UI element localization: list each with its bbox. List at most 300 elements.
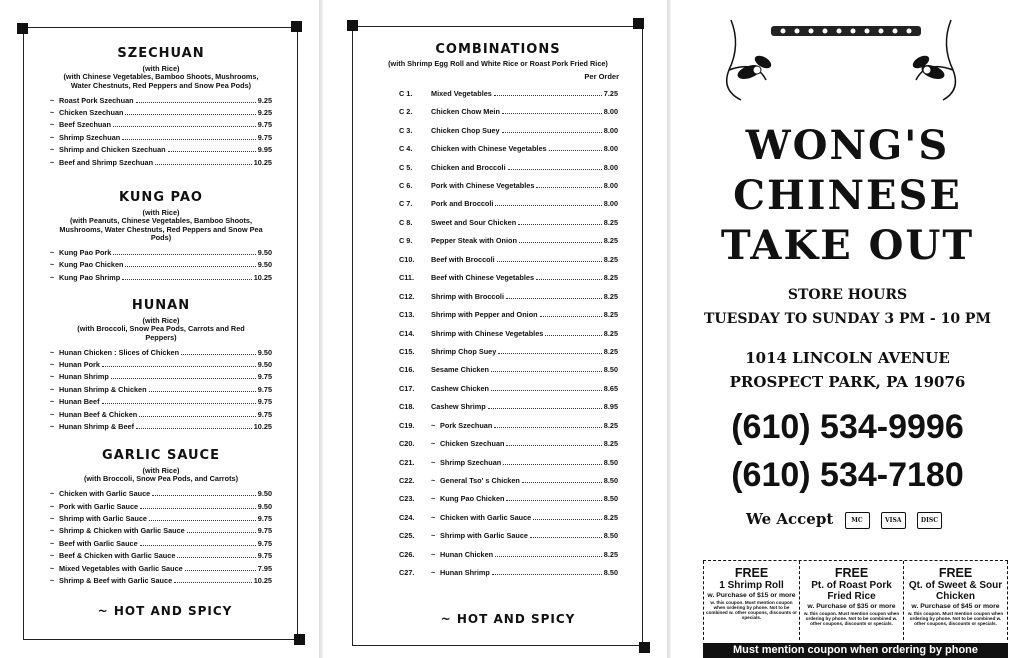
menu-item-row	[50, 92, 272, 104]
menu-item-price: 9.75	[257, 513, 272, 523]
combination-name: Sweet and Sour Chicken	[431, 217, 517, 227]
coupon-item: Qt. of Sweet & Sour Chicken	[908, 580, 1003, 602]
menu-item-price: 9.50	[257, 260, 272, 270]
menu-item-row	[50, 523, 272, 535]
spicy-icon: ~	[431, 549, 436, 559]
combination-code: C16.	[399, 365, 415, 375]
dot-leader	[495, 556, 602, 557]
dot-leader	[149, 520, 256, 521]
menu-item-row	[50, 117, 272, 129]
menu-item-price: 9.75	[257, 397, 272, 407]
combination-code: C23.	[399, 494, 415, 504]
coupon-fine-print: w. this coupon. Must mention coupon when ordering by phone. Not to be combined w. other coupons, discounts or specials.	[706, 600, 797, 620]
menu-item-name: Hunan Pork	[59, 360, 100, 369]
combination-price: 8.50	[603, 494, 618, 504]
spicy-icon: ~	[50, 491, 55, 499]
combination-row	[399, 282, 618, 300]
menu-item-name: Beef & Chicken with Garlic Sauce	[59, 551, 176, 561]
dot-leader	[187, 532, 256, 533]
menu-item-row	[50, 142, 272, 154]
restaurant-name-line1: WONG'S	[745, 122, 950, 169]
menu-item-name: Hunan Chicken : Slices of Chicken	[59, 347, 180, 357]
spicy-icon: ~	[431, 494, 436, 504]
combinations-section	[369, 42, 627, 577]
coupon-purchase: w. Purchase of $15 or more	[707, 592, 796, 599]
dot-leader	[519, 242, 602, 243]
menu-item-price: 10.25	[253, 421, 272, 431]
combination-price: 8.25	[603, 273, 618, 283]
coupon-purchase: w. Purchase of $45 or more	[911, 603, 1000, 610]
menu-item-price: 9.95	[257, 145, 272, 155]
coupon-purchase: w. Purchase of $35 or more	[807, 603, 896, 610]
coupon-free-label: FREE	[834, 566, 869, 580]
spicy-icon: ~	[50, 159, 55, 167]
combination-name: Shrimp Chop Suey	[431, 346, 497, 356]
menu-item-row	[50, 535, 272, 547]
combination-row	[399, 411, 618, 429]
dot-leader	[502, 113, 602, 114]
address-line2: PROSPECT PARK, PA 19076	[729, 373, 966, 391]
spicy-icon: ~	[50, 122, 55, 130]
combination-price: 8.00	[603, 144, 618, 154]
menu-item-row	[50, 381, 272, 393]
item-list	[50, 344, 272, 431]
spicy-icon: ~	[50, 147, 55, 155]
combination-row	[399, 98, 618, 116]
spicy-icon: ~	[50, 411, 55, 419]
section-title: GARLIC SAUCE	[102, 448, 220, 463]
combination-code: C11.	[399, 273, 415, 283]
menu-item-row	[50, 105, 272, 117]
combination-name: Pork and Broccoli	[431, 199, 494, 209]
coupon-1[interactable]	[703, 561, 799, 640]
coupon-free-label: FREE	[734, 566, 769, 580]
dot-leader	[491, 371, 602, 372]
combination-name: Chicken with Chinese Vegetables	[431, 144, 547, 154]
spicy-icon: ~	[431, 568, 436, 578]
address-line1: 1014 LINCOLN AVENUE	[745, 349, 950, 367]
combination-code: C15.	[399, 346, 415, 356]
menu-item-row	[50, 486, 272, 498]
menu-item-row	[50, 394, 272, 406]
dot-leader	[545, 335, 601, 336]
combination-price: 8.25	[603, 346, 618, 356]
combination-row	[399, 264, 618, 282]
garlic-sauce-section	[50, 448, 272, 585]
szechuan-section	[50, 46, 272, 167]
menu-item-name: Hunan Beef	[59, 397, 100, 407]
menu-item-row	[50, 344, 272, 356]
combination-code: C 2.	[399, 107, 413, 117]
combination-row	[399, 540, 618, 558]
combination-row	[399, 522, 618, 540]
coupon-item: Pt. of Roast Pork Fried Rice	[811, 580, 892, 602]
dot-leader	[102, 403, 256, 404]
combination-row	[399, 153, 618, 171]
menu-item-name: Hunan Shrimp & Beef	[59, 421, 135, 431]
combination-name: Mixed Vegetables	[431, 88, 492, 98]
spicy-icon: ~	[50, 97, 55, 105]
dot-leader	[102, 366, 256, 367]
combination-price: 8.00	[603, 162, 618, 172]
coupon-item: 1 Shrimp Roll	[719, 580, 784, 591]
menu-item-row	[50, 369, 272, 381]
combination-name: Cashew Chicken	[431, 383, 489, 393]
dot-leader	[488, 408, 602, 409]
menu-item-name: Shrimp & Beef with Garlic Sauce	[59, 575, 173, 585]
menu-item-price: 9.75	[257, 132, 272, 142]
combination-price: 8.50	[603, 568, 618, 578]
coupon-banner-text: Must mention coupon when ordering by phone	[732, 644, 979, 656]
combination-name: Chicken and Broccoli	[431, 162, 506, 172]
frame-corner	[347, 20, 358, 31]
menu-item-row	[50, 419, 272, 431]
combination-row	[399, 485, 618, 503]
combination-name: Chicken Chow Mein	[431, 107, 500, 117]
combination-price: 8.25	[603, 291, 618, 301]
menu-item-row	[50, 548, 272, 560]
coupon-3[interactable]	[903, 561, 1008, 640]
menu-item-name: Shrimp & Chicken with Garlic Sauce	[59, 526, 185, 536]
combination-row	[399, 227, 618, 245]
menu-item-price: 9.25	[257, 95, 272, 105]
dot-leader	[168, 151, 256, 152]
dot-leader	[185, 570, 256, 571]
dot-leader	[506, 445, 601, 446]
frame-corner	[17, 23, 28, 34]
discover-icon: DISC	[917, 512, 942, 529]
menu-item-row	[50, 245, 272, 257]
restaurant-name-line3: TAKE OUT	[720, 222, 975, 269]
combination-code: C17.	[399, 383, 415, 393]
combination-code: C27.	[399, 568, 415, 578]
menu-item-name: Mixed Vegetables with Garlic Sauce	[59, 563, 183, 573]
menu-item-price: 9.75	[257, 384, 272, 394]
menu-item-price: 10.25	[253, 575, 272, 585]
dot-leader	[122, 139, 256, 140]
combination-price: 8.50	[603, 476, 618, 486]
menu-item-price: 9.50	[257, 501, 272, 511]
hot-label: HOT AND SPICY	[456, 612, 576, 626]
coupon-2[interactable]	[799, 561, 903, 640]
menu-item-row	[50, 498, 272, 510]
dot-leader	[492, 574, 602, 575]
dot-leader	[494, 95, 602, 96]
combination-row	[399, 448, 618, 466]
coupon-fine-print: w. this coupon. Must mention coupon when ordering by phone. Not to be combined w. other coupons, discounts or specials.	[907, 611, 1004, 626]
menu-item-row	[50, 154, 272, 166]
section-title: KUNG PAO	[119, 190, 203, 205]
combination-row	[399, 190, 618, 208]
combination-name: Chicken Chop Suey	[431, 125, 500, 135]
combination-name: Shrimp Szechuan	[440, 457, 502, 467]
combination-code: C 4.	[399, 144, 413, 154]
combination-price: 8.00	[603, 107, 618, 117]
spicy-icon: ~	[50, 423, 55, 431]
combination-name: Shrimp with Garlic Sauce	[440, 531, 528, 541]
combination-price: 8.00	[603, 181, 618, 191]
phone-number-1[interactable]: (610) 534-9996	[731, 408, 964, 446]
combination-name: Pepper Steak with Onion	[431, 236, 517, 246]
combination-name: Cashew Shrimp	[431, 402, 486, 412]
combination-code: C19.	[399, 420, 415, 430]
combination-row	[399, 319, 618, 337]
dot-leader	[503, 464, 602, 465]
combination-row	[399, 559, 618, 577]
spicy-icon: ~	[50, 250, 55, 258]
menu-item-name: Beef with Garlic Sauce	[59, 538, 138, 548]
dot-leader	[149, 391, 256, 392]
combination-row	[399, 338, 618, 356]
combination-code: C14.	[399, 328, 415, 338]
section-title: COMBINATIONS	[435, 42, 561, 57]
combination-price: 8.25	[603, 328, 618, 338]
combination-row	[399, 208, 618, 226]
dot-leader	[506, 500, 601, 501]
menu-item-row	[50, 511, 272, 523]
combination-price: 8.25	[603, 236, 618, 246]
combination-code: C13.	[399, 310, 415, 320]
combination-row	[399, 172, 618, 190]
menu-item-row	[50, 257, 272, 269]
dot-leader	[536, 187, 601, 188]
spicy-icon: ~	[50, 515, 55, 523]
spicy-icon: ~	[431, 420, 436, 430]
combination-name: Chicken Szechuan	[440, 439, 505, 449]
combination-price: 8.25	[603, 549, 618, 559]
item-list	[50, 92, 272, 166]
combination-name: Chicken with Garlic Sauce	[440, 512, 532, 522]
cover-panel	[671, 0, 1024, 658]
dot-leader	[497, 261, 602, 262]
section-title: SZECHUAN	[117, 46, 205, 61]
combination-name: Hunan Shrimp	[440, 568, 490, 578]
combination-row	[399, 135, 618, 153]
menu-item-name: Hunan Beef & Chicken	[59, 409, 138, 419]
dot-leader	[494, 427, 601, 428]
combination-code: C 9.	[399, 236, 413, 246]
visa-icon: VISA	[881, 512, 906, 529]
menu-item-price: 9.75	[257, 409, 272, 419]
spicy-icon: ~	[50, 134, 55, 142]
kung-pao-section	[50, 190, 272, 282]
combination-name: Pork Szechuan	[440, 420, 493, 430]
dot-leader	[506, 298, 602, 299]
menu-item-price: 10.25	[253, 157, 272, 167]
dot-leader	[491, 390, 602, 391]
combination-price: 8.50	[603, 365, 618, 375]
section-subtitle: (with Rice) (with Broccoli, Snow Pea Pods, Carrots and Red Peppers)	[77, 316, 245, 342]
store-hours-label: STORE HOURS	[787, 287, 908, 303]
combination-row	[399, 301, 618, 319]
dot-leader	[540, 316, 602, 317]
menu-item-name: Beef and Shrimp Szechuan	[59, 157, 154, 167]
spicy-icon: ~	[50, 262, 55, 270]
spicy-icon: ~	[97, 604, 109, 618]
menu-item-price: 9.50	[257, 360, 272, 369]
coupon-strip	[703, 560, 1008, 640]
dot-leader	[140, 545, 256, 546]
combination-price: 8.00	[603, 199, 618, 209]
spicy-icon: ~	[50, 553, 55, 561]
menu-item-name: Shrimp Szechuan	[59, 132, 121, 142]
combination-name: Shrimp with Broccoli	[431, 291, 504, 301]
dot-leader	[155, 164, 252, 165]
hot-and-spicy-note	[70, 604, 260, 618]
coupon-fine-print: w. this coupon. Must mention coupon when ordering by phone. Not to be combined w. other coupons, discounts or specials.	[803, 611, 900, 626]
hot-label: HOT AND SPICY	[113, 604, 233, 618]
dot-leader	[536, 279, 602, 280]
combination-name: Pork with Chinese Vegetables	[431, 181, 535, 191]
dot-leader	[522, 482, 602, 483]
spicy-icon: ~	[440, 612, 452, 626]
section-subtitle: (with Shrimp Egg Roll and White Rice or Roast Pork Fried Rice)	[388, 59, 608, 68]
floral-ornament	[671, 0, 1024, 110]
restaurant-name-line2: CHINESE	[733, 172, 962, 219]
combination-code: C24.	[399, 512, 415, 522]
combination-price: 8.50	[603, 457, 618, 467]
dot-leader	[533, 519, 602, 520]
combination-price: 8.25	[603, 254, 618, 264]
spicy-icon: ~	[50, 565, 55, 573]
menu-item-price: 9.50	[257, 489, 272, 499]
section-subtitle: (with Rice) (with Chinese Vegetables, Bamboo Shoots, Mushrooms, Water Chestnuts, Red Peppers and Snow Pea Pods)	[63, 64, 259, 90]
per-order-label: Per Order	[584, 72, 619, 82]
combination-name: Shrimp with Chinese Vegetables	[431, 328, 544, 338]
menu-item-price: 9.75	[257, 526, 272, 536]
frame-corner	[639, 642, 650, 653]
dot-leader	[181, 354, 256, 355]
dot-leader	[111, 378, 256, 379]
dot-leader	[549, 150, 602, 151]
menu-item-name: Kung Pao Shrimp	[59, 272, 121, 282]
spicy-icon: ~	[50, 110, 55, 117]
dot-leader	[174, 582, 252, 583]
menu-item-name: Pork with Garlic Sauce	[59, 501, 139, 511]
combination-price: 8.50	[603, 531, 618, 541]
combination-name: Hunan Chicken	[440, 549, 494, 559]
dot-leader	[498, 353, 602, 354]
payment-accepted	[746, 510, 1006, 529]
hot-and-spicy-note	[413, 612, 603, 626]
dot-leader	[113, 126, 256, 127]
spicy-icon: ~	[50, 362, 55, 369]
menu-item-row	[50, 129, 272, 141]
dot-leader	[140, 508, 256, 509]
menu-item-price: 9.75	[257, 120, 272, 130]
combination-price: 8.00	[603, 125, 618, 135]
combination-code: C 3.	[399, 125, 413, 135]
combination-code: C26.	[399, 549, 415, 559]
mastercard-icon: MC	[845, 512, 870, 529]
combination-row	[399, 374, 618, 392]
spicy-icon: ~	[431, 476, 436, 486]
spicy-icon: ~	[50, 349, 55, 357]
combination-code: C 6.	[399, 181, 413, 191]
dot-leader	[125, 114, 255, 115]
spicy-icon: ~	[50, 503, 55, 511]
menu-item-name: Shrimp and Chicken Szechuan	[59, 145, 166, 155]
menu-item-price: 9.75	[257, 551, 272, 561]
store-hours: TUESDAY TO SUNDAY 3 PM - 10 PM	[704, 311, 991, 327]
menu-item-price: 9.50	[257, 248, 272, 258]
combination-code: C22.	[399, 476, 415, 486]
combination-price: 8.25	[603, 512, 618, 522]
frame-corner	[294, 634, 305, 645]
menu-item-name: Hunan Shrimp & Chicken	[59, 384, 147, 394]
hunan-section	[50, 298, 272, 431]
spicy-icon: ~	[50, 577, 55, 585]
dot-leader	[125, 266, 255, 267]
combination-code: C25.	[399, 531, 415, 541]
menu-item-price: 9.50	[257, 347, 272, 357]
section-title: HUNAN	[131, 298, 191, 313]
spicy-icon: ~	[50, 386, 55, 394]
menu-panel-middle	[323, 0, 671, 658]
combination-name: Kung Pao Chicken	[440, 494, 505, 504]
item-list	[50, 486, 272, 585]
phone-number-2[interactable]: (610) 534-7180	[731, 456, 964, 494]
combination-price: 7.25	[603, 88, 618, 98]
we-accept-label: We Accept	[746, 510, 834, 528]
combination-code: C18.	[399, 402, 415, 412]
menu-item-price: 9.25	[257, 108, 272, 117]
combination-code: C21.	[399, 457, 415, 467]
combination-row	[399, 393, 618, 411]
combination-row	[399, 116, 618, 134]
dot-leader	[136, 428, 252, 429]
menu-item-row	[50, 357, 272, 369]
combination-price: 8.25	[603, 217, 618, 227]
combination-price: 8.95	[603, 402, 618, 412]
dot-leader	[502, 132, 602, 133]
frame-corner	[633, 18, 644, 29]
combination-row	[399, 245, 618, 263]
combination-code: C12.	[399, 291, 415, 301]
dot-leader	[508, 169, 602, 170]
combination-price: 8.25	[603, 310, 618, 320]
dot-leader	[495, 205, 601, 206]
dot-leader	[139, 416, 256, 417]
menu-item-row	[50, 573, 272, 585]
spicy-icon: ~	[50, 528, 55, 536]
combination-price: 8.25	[603, 439, 618, 449]
menu-item-row	[50, 560, 272, 572]
section-subtitle: (with Rice) (with Peanuts, Chinese Vegetables, Bamboo Shoots, Mushrooms, Water Chestnuts, Red Peppers and Snow Pea Pods)	[59, 208, 263, 243]
dot-leader	[152, 495, 256, 496]
dot-leader	[113, 254, 255, 255]
frame-corner	[291, 21, 302, 32]
menu-item-name: Roast Pork Szechuan	[59, 95, 134, 105]
combination-code: C 1.	[399, 88, 413, 98]
combination-code: C 8.	[399, 217, 413, 227]
spicy-icon: ~	[50, 540, 55, 548]
combination-name: General Tso' s Chicken	[440, 476, 520, 486]
combination-code: C 7.	[399, 199, 413, 209]
menu-item-name: Shrimp with Garlic Sauce	[59, 513, 147, 523]
spicy-icon: ~	[431, 457, 436, 467]
combination-price: 8.25	[603, 420, 618, 430]
menu-item-name: Chicken Szechuan	[59, 108, 124, 117]
combination-row	[399, 467, 618, 485]
section-subtitle: (with Rice) (with Broccoli, Snow Pea Pods, and Carrots)	[83, 466, 239, 484]
combination-name: Beef with Chinese Vegetables	[431, 273, 535, 283]
combination-name: Shrimp with Pepper and Onion	[431, 310, 538, 320]
combination-row	[399, 356, 618, 374]
combination-code: C 5.	[399, 162, 413, 172]
spicy-icon: ~	[431, 512, 436, 522]
dot-leader	[518, 224, 602, 225]
